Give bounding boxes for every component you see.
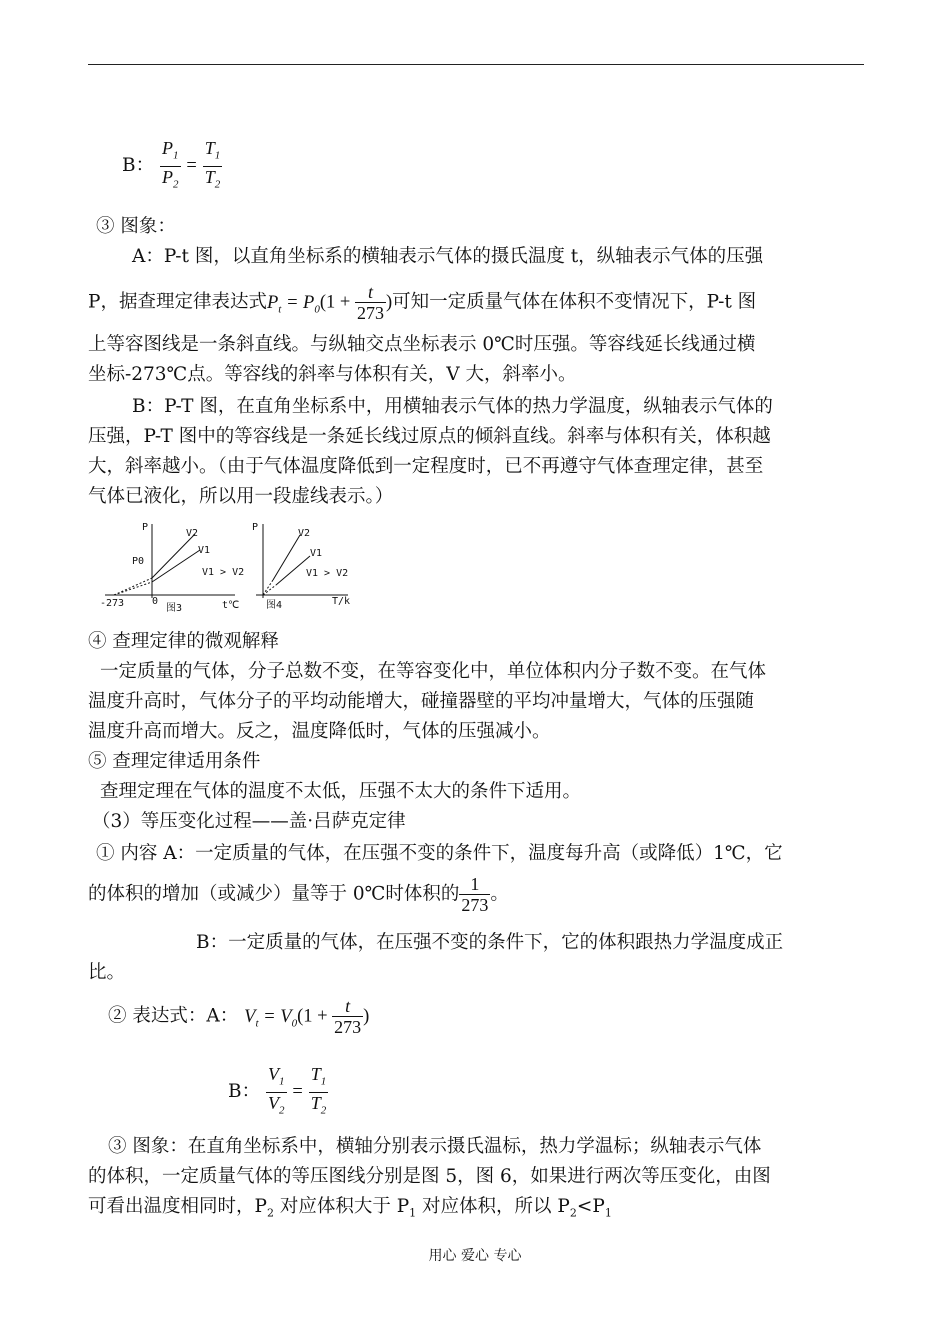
expression-a: ② 表达式：A： $V_t = V_0(1$ + $\frac{t}{273}$ ) (108, 996, 370, 1037)
paragraph-line: 的体积，一定质量气体的等压图线分别是图 5，图 6，如果进行两次等压变化，由图 (88, 1166, 771, 1187)
label-v1: V1 (198, 545, 211, 556)
paragraph-line: B：一定质量的气体，在压强不变的条件下，它的体积跟热力学温度成正 (196, 932, 784, 953)
page-footer: 用心 爱心 专心 (428, 1248, 522, 1264)
paragraph-line: 大，斜率越小。（由于气体温度降低到一定程度时，已不再遵守气体查理定律，甚至 (88, 456, 764, 477)
formula-label: B： (122, 155, 155, 177)
expression-label: ② 表达式：A： (108, 1005, 239, 1027)
axis-label-p: P (252, 522, 259, 533)
isochore-v2-extension (263, 580, 273, 595)
section-heading: ④ 查理定律的微观解释 (88, 631, 279, 652)
figure-4-pT-graph (248, 520, 358, 615)
b-ratio-formula: B： $\frac{P_1}{P_2}$ = $\frac{T_1}{T_2}$ (88, 138, 898, 194)
text-span: 的体积的增加（或减少）量等于 0℃时体积的 (88, 883, 460, 905)
paragraph-line: 坐标-273℃点。等容线的斜率与体积有关，V 大，斜率小。 (88, 364, 577, 385)
figure-caption: 图3 (166, 603, 183, 614)
fraction-t-273: $\frac{t}{273}$ (334, 996, 362, 1037)
subscript: 2 (266, 1206, 274, 1220)
fraction-t: $\frac{T_1}{T_2}$ (310, 1064, 327, 1117)
section-heading: （3）等压变化过程——盖·吕萨克定律 (92, 811, 406, 832)
axis-label-x: t℃ (222, 600, 240, 611)
paragraph-line: 温度升高时，气体分子的平均动能增大，碰撞器壁的平均冲量增大，气体的压强随 (88, 691, 755, 712)
text-span: <P (576, 1196, 605, 1217)
paragraph-line: ③ 图象：在直角坐标系中，横轴分别表示摄氏温标，热力学温标；纵轴表示气体 (108, 1136, 762, 1157)
formula-pt: $P_t = P_0$ (266, 292, 320, 316)
paragraph-line: 比。 (88, 962, 126, 983)
fraction-t-273: $\frac{t}{273}$ (356, 282, 384, 323)
paragraph-line: 气体已液化，所以用一段虚线表示。） (88, 486, 394, 507)
paragraph-line: 压强，P-T 图中的等容线是一条延长线过原点的倾斜直线。斜率与体积有关，体积越 (88, 426, 771, 447)
text-span: 可看出温度相同时，P (88, 1196, 267, 1217)
section-heading: ⑤ 查理定律适用条件 (88, 751, 261, 772)
isochore-v2-extension (114, 578, 152, 595)
paragraph-line: A：P-t 图，以直角坐标系的横轴表示气体的摄氏温度 t，纵轴表示气体的压强 (132, 246, 764, 267)
formula-label: B： (228, 1081, 261, 1103)
text-span: 。 (490, 883, 509, 905)
isochore-v1-extension (263, 585, 276, 595)
text-span: 对应体积大于 P (273, 1196, 410, 1217)
isochore-v1 (276, 556, 310, 585)
formula-vt: $V_t = V_0$ (244, 1006, 298, 1030)
label-v1: V1 (310, 548, 323, 559)
isochore-v1-extension (114, 582, 152, 595)
axis-label-x: T/k (332, 596, 351, 607)
fraction-t: $\frac{T_1}{T_2}$ (204, 138, 221, 191)
isochore-v2 (273, 535, 300, 580)
header-rule (88, 64, 864, 65)
paragraph-line: 一定质量的气体，分子总数不变，在等容变化中，单位体积内分子数不变。在气体 (100, 661, 767, 682)
tick-zero: 0 (152, 596, 159, 607)
label-v2: V2 (186, 528, 199, 539)
label-v2: V2 (298, 528, 311, 539)
b-ratio-formula-v: B： $\frac{V_1}{V_2}$ = $\frac{T_1}{T_2}$ (88, 1064, 950, 1120)
label-p0: P0 (132, 556, 145, 567)
paragraph-line: 查理定理在气体的温度不太低，压强不太大的条件下适用。 (100, 781, 582, 802)
isochore-v1 (152, 550, 200, 582)
subscript: 2 (569, 1206, 577, 1220)
paragraph-line-formula: P，据查理定律表达式$P_t = P_0(1$ + $\frac{t}{273}$ )可知一定质量气体在体积不变情况下，P-t 图 (88, 282, 757, 323)
paragraph-line (88, 1192, 864, 1229)
subscript: 1 (409, 1206, 417, 1220)
isochore-v2 (152, 534, 195, 578)
paragraph-line: B：P-T 图，在直角坐标系中，用横轴表示气体的热力学温度，纵轴表示气体的 (132, 396, 773, 417)
subscript: 1 (604, 1206, 612, 1220)
figure-caption: 图4 (266, 600, 283, 611)
label-compare: V1 > V2 (202, 567, 245, 578)
paragraph-line: ① 内容 A：一定质量的气体，在压强不变的条件下，温度每升高（或降低）1℃，它 (96, 843, 783, 864)
tick-neg-273: -273 (100, 598, 125, 609)
label-compare: V1 > V2 (306, 568, 349, 579)
text-span: P，据查理定律表达式 (88, 291, 267, 313)
axis-label-p: P (142, 522, 149, 533)
fraction-p: $\frac{P_1}{P_2}$ (162, 138, 179, 191)
paragraph-line: 上等容图线是一条斜直线。与纵轴交点坐标表示 0℃时压强。等容线延长线通过横 (88, 334, 756, 355)
section-heading: ③ 图象： (96, 216, 176, 237)
figure-3-pt-graph (100, 520, 245, 615)
fraction-1-273: $\frac{1}{273}$ (461, 874, 489, 915)
paragraph-line: 温度升高而增大。反之，温度降低时，气体的压强减小。 (88, 721, 551, 742)
text-span: 对应体积，所以 P (416, 1196, 570, 1217)
fraction-v: $\frac{V_1}{V_2}$ (268, 1064, 285, 1117)
text-span: 可知一定质量气体在体积不变情况下，P-t 图 (392, 291, 757, 313)
paragraph-line-formula (88, 874, 864, 915)
